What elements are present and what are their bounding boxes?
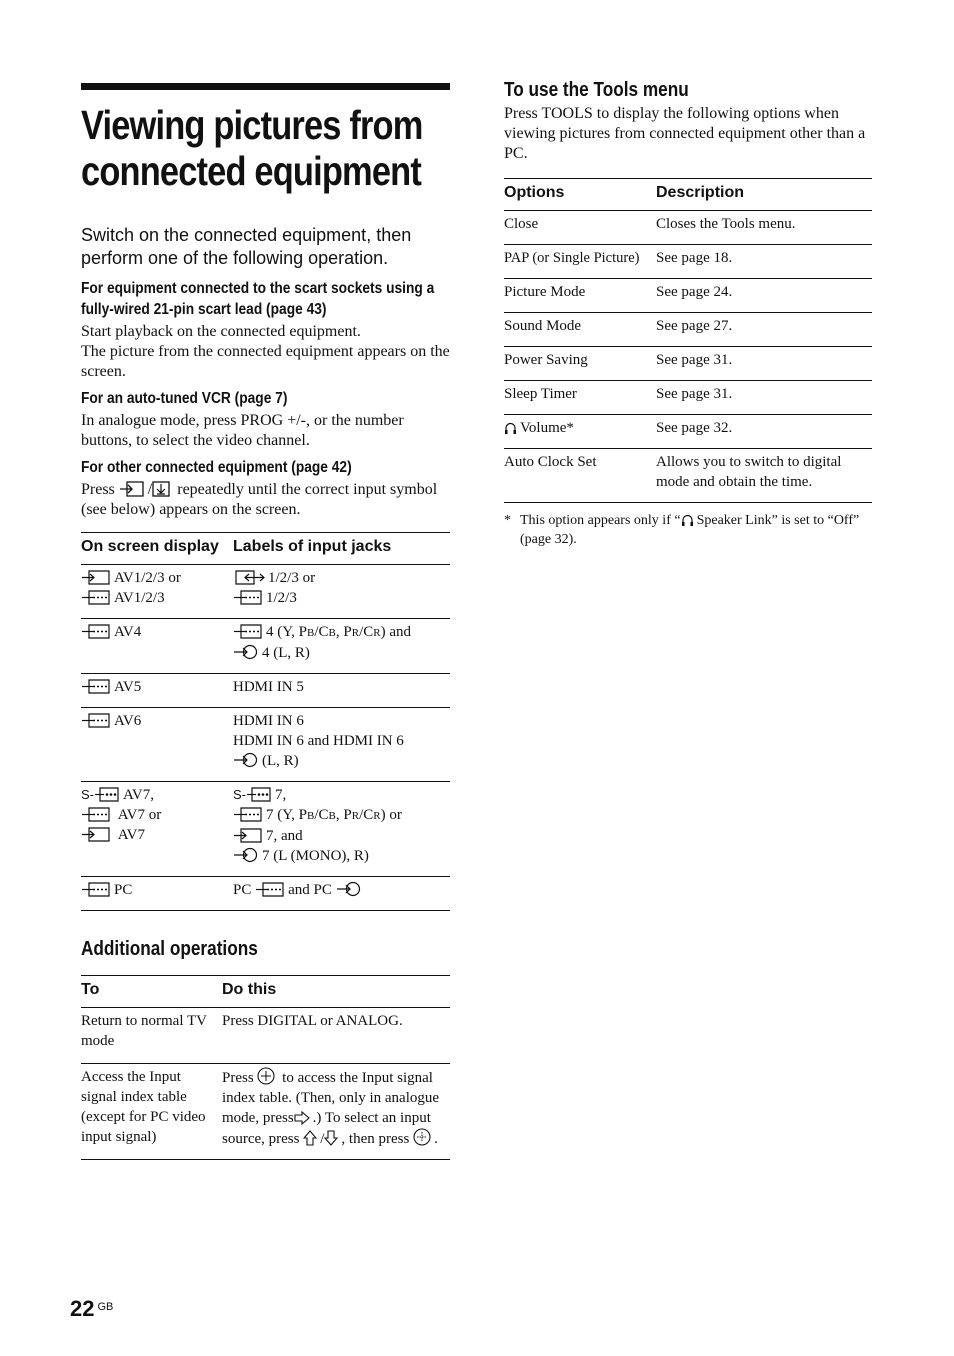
tools-menu-intro: Press TOOLS to display the following options when viewing pictures from connected equipment other than a PC.	[504, 105, 866, 162]
scart-icon	[81, 570, 111, 585]
table-row: Power Saving See page 31.	[504, 347, 872, 381]
s-video-icon	[246, 787, 272, 802]
pc-input-icon	[81, 882, 111, 897]
table-row: Sleep Timer See page 31.	[504, 381, 872, 415]
table-row: AV6 HDMI IN 6 HDMI IN 6 and HDMI IN 6 (L, R)	[81, 708, 450, 782]
vcr-text: In analogue mode, press PROG +/-, or the number buttons, to select the video channel.	[81, 412, 404, 449]
audio-input-icon	[233, 752, 259, 768]
table-row: AV5 HDMI IN 5	[81, 674, 450, 708]
page-number-suffix: GB	[97, 1301, 114, 1313]
audio-input-icon	[233, 847, 259, 863]
input-arrow-icon	[119, 481, 145, 497]
table-row: Auto Clock Set Allows you to switch to digital mode and obtain the time.	[504, 449, 872, 503]
rgb-scart-icon	[233, 590, 263, 605]
rgb-scart-icon	[81, 590, 111, 605]
headphone-icon	[504, 421, 517, 435]
table-row: AV1/2/3 or AV1/2/3 1/2/3 or 1/2/3	[81, 565, 450, 619]
title-rule	[81, 83, 450, 90]
page-title-line1: Viewing pictures from	[81, 102, 423, 148]
left-column	[81, 83, 450, 1160]
page-title	[81, 102, 451, 194]
table-row: PC PC and PC	[81, 877, 450, 911]
scart-heading: For equipment connected to the scart sockets using a fully-wired 21-pin scart lead (page 43)	[81, 280, 435, 318]
table-header-row	[81, 533, 450, 565]
right-arrow-icon	[294, 1111, 310, 1125]
hdmi-icon	[81, 679, 111, 694]
page-title-line2: connected equipment	[81, 148, 421, 194]
component-video-icon	[81, 807, 111, 822]
component-video-icon	[81, 624, 111, 639]
additional-operations-heading: Additional operations	[81, 938, 258, 960]
table-row: Return to normal TV mode Press DIGITAL or ANALOG.	[81, 1008, 450, 1064]
video-input-icon	[81, 827, 111, 842]
col-header-options: Options	[504, 184, 565, 201]
component-video-icon	[233, 624, 263, 639]
col-header-to: To	[81, 981, 100, 998]
table-row: Close Closes the Tools menu.	[504, 211, 872, 245]
component-video-icon	[233, 807, 263, 822]
enter-button-icon	[413, 1128, 431, 1146]
audio-input-icon	[336, 881, 362, 897]
col-header-labels: Labels of input jacks	[233, 538, 392, 555]
table-row: AV4 4 (Y, PB/CB, PR/CR) and 4 (L, R)	[81, 619, 450, 674]
video-input-icon	[233, 828, 263, 843]
footnote: * This option appears only if “ Speaker Link” is set to “Off” (page 32).	[504, 513, 860, 547]
tools-options-table	[504, 178, 872, 503]
input-select-icon	[152, 481, 170, 497]
table-row: Volume* See page 32.	[504, 415, 872, 449]
scart-text: Start playback on the connected equipment. The picture from the connected equipment appears on the screen.	[81, 323, 450, 380]
s-video-icon	[94, 787, 120, 802]
input-jacks-table	[81, 532, 450, 911]
enter-button-icon	[257, 1067, 275, 1085]
up-arrow-icon	[303, 1130, 317, 1146]
table-header-row	[81, 976, 450, 1008]
table-header-row	[504, 179, 872, 211]
table-row: Sound Mode See page 27.	[504, 313, 872, 347]
hdmi-icon	[81, 713, 111, 728]
right-column	[504, 78, 872, 549]
intro-text: Switch on the connected equipment, then perform one of the following operation.	[81, 225, 412, 268]
additional-operations-table	[81, 975, 450, 1160]
scart-inout-icon	[233, 570, 265, 585]
down-arrow-icon	[324, 1130, 338, 1146]
headphone-icon	[681, 513, 694, 527]
vcr-heading: For an auto-tuned VCR (page 7)	[81, 390, 288, 407]
col-header-description: Description	[656, 184, 745, 201]
table-row: PAP (or Single Picture) See page 18.	[504, 245, 872, 279]
audio-input-icon	[233, 644, 259, 660]
other-equipment-text: Press / repeatedly until the correct input symbol (see below) appears on the screen.	[81, 481, 438, 518]
tools-menu-heading: To use the Tools menu	[504, 79, 689, 101]
page-number: 22 $^{GB}$	[70, 1296, 114, 1321]
table-row: S- AV7, AV7 or AV7 S- 7, 7 (Y, PB/CB, PR/CR) or 7, and 7 (L (MONO), R)	[81, 782, 450, 877]
col-header-on-screen: On screen display	[81, 538, 219, 555]
pc-input-icon	[255, 882, 285, 897]
table-row: Picture Mode See page 24.	[504, 279, 872, 313]
other-equipment-heading: For other connected equipment (page 42)	[81, 459, 352, 476]
col-header-do-this: Do this	[222, 981, 277, 998]
table-row: Access the Input signal index table (except for PC video input signal) Press to access the Input signal index table. (Then, only in analogue mode, press .) To select an input source, press / , then press .	[81, 1064, 450, 1160]
